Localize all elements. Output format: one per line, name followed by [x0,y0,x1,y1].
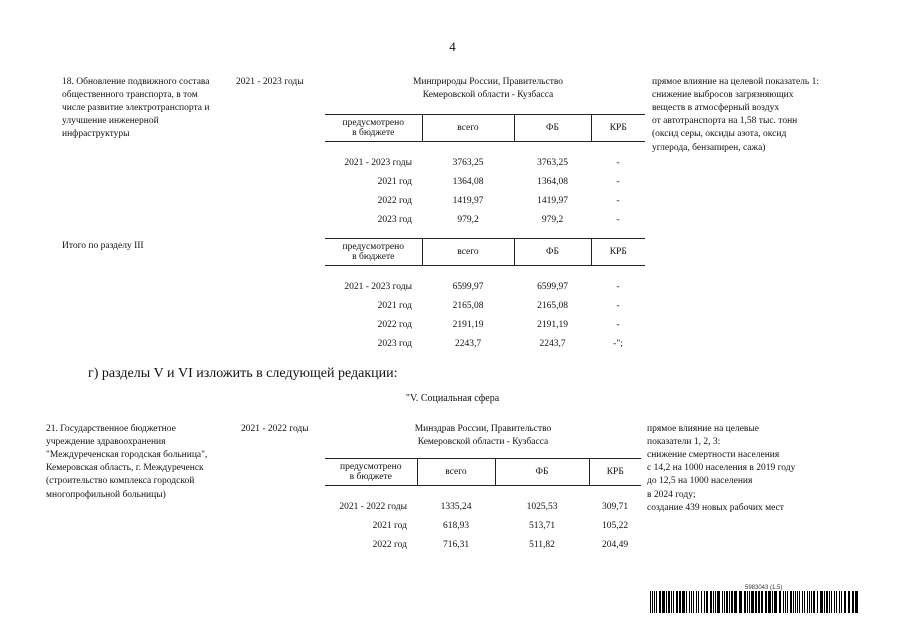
item18-executors [338,76,638,102]
cell-period: 2022 год [372,539,407,550]
cell-krb: 309,71 [601,501,629,512]
page-number: 4 [449,39,456,54]
cell-period: 2021 год [372,520,407,531]
barcode-bar [855,591,858,613]
cell-total: 1335,24 [440,501,472,512]
item21-name-line: Кемеровская область, г. Междуреченск [46,463,204,474]
barcode-bar [787,591,788,613]
section5-title: "V. Социальная сфера [405,393,500,404]
cell-fb: 1025,53 [526,501,558,512]
cell-fb: 1364,08 [537,176,568,187]
finance-header-row [325,239,645,266]
cell-total: 3763,25 [452,157,484,168]
cell-total: 618,93 [442,520,470,531]
cell-krb: - [616,195,620,206]
item18-name-line: 18. Обновление подвижного состава [62,77,210,87]
item21-name-line: многопрофильной больницы) [46,489,166,500]
barcode-bar [656,591,657,613]
barcode-bar [785,591,786,613]
finance-row [325,498,641,517]
barcode-bar [765,591,767,613]
header-total: всего [422,239,514,266]
finance-header-row [325,115,645,142]
finance-row [325,211,645,230]
barcode-bar [779,591,781,613]
barcode-bar [650,591,651,613]
item21-effect-line: создание 439 новых рабочих мест [647,502,784,513]
header-budget: предусмотрено в бюджете [325,239,422,266]
cell-period: 2023 год [377,338,412,349]
barcode-number: 5983043 (1.5) [745,585,783,591]
barcode-bar [686,591,687,613]
barcode-bar [799,591,800,613]
item21-effect-line: с 14,2 на 1000 населения в 2019 году [647,463,796,474]
cell-total: 2191,19 [452,319,484,330]
barcode-bar [829,591,830,613]
item18-name-line: улучшение инженерной [62,116,159,127]
item21-name-line: 21. Государственное бюджетное [46,424,176,434]
cell-krb: - [616,319,620,330]
barcode-bar [693,591,694,613]
barcode-bar [824,591,825,613]
barcode-icon [650,591,860,613]
item21-effect [647,423,857,515]
cell-krb: - [616,157,620,168]
cell-krb: - [616,214,620,225]
cell-total: 1364,08 [452,176,484,187]
item21-name-line: учреждение здравоохранения [46,437,166,448]
cell-fb: 3763,25 [537,157,568,168]
cell-fb: 511,82 [529,539,555,550]
item18-executor-line: Кемеровской области - Кузбасса [422,90,554,101]
item18-effect-line: веществ в атмосферный воздух [652,103,780,114]
barcode-bar [671,591,672,613]
cell-total: 6599,97 [452,281,484,292]
cell-total: 2165,08 [452,300,484,311]
cell-fb: 2191,19 [537,319,568,330]
header-budget: предусмотрено в бюджете [325,115,422,142]
finance-row [325,316,645,335]
barcode-bar [749,591,750,613]
barcode-bar [817,591,818,613]
barcode-bar [724,591,725,613]
barcode-bar [682,591,685,613]
barcode-bar [813,591,815,613]
item18-name-line: числе развитие электротранспорта и [62,103,210,114]
barcode-bar [761,591,763,613]
item18-effect-line: (оксид серы, оксиды азота, оксид [652,129,787,140]
barcode-bar [679,591,681,613]
barcode-bar [768,591,771,613]
barcode-bar [739,591,742,613]
barcode-bar [774,591,777,613]
cell-krb: 204,49 [601,539,629,550]
barcode-bar [731,591,733,613]
cell-krb: 105,22 [601,520,629,531]
cell-period: 2023 год [377,214,412,225]
cell-krb: - [616,281,620,292]
cell-krb: -"; [613,338,623,349]
cell-fb: 979,2 [541,214,564,225]
paragraph-g: г) разделы V и VI изложить в следующей редакции: [88,366,398,381]
barcode-bar [668,591,670,613]
header-krb: КРБ [589,459,641,486]
cell-fb: 2243,7 [539,338,566,349]
item21-effect-line: прямое влияние на целевые [647,424,760,434]
barcode-bar [848,591,850,613]
total3-finance-table [325,238,645,354]
cell-total: 716,31 [442,539,470,550]
item21-period: 2021 - 2022 годы [241,424,309,434]
item21-effect-line: до 12,5 на 1000 населения [647,476,753,487]
barcode-bar [744,591,746,613]
barcode-bar [795,591,796,613]
total3-label: Итого по разделу III [62,241,144,251]
barcode-bar [841,591,842,613]
cell-period: 2021 - 2023 годы [344,281,412,292]
barcode-bar [809,591,810,613]
item21-executors [333,423,633,449]
barcode-bar [696,591,697,613]
item18-effect-line: углерода, бензапирен, сажа) [652,142,766,153]
item18-effect-line: от автотранспорта на 1,58 тыс. тонн [652,116,798,127]
barcode-bar [844,591,846,613]
item21-executor-line: Минздрав России, Правительство [414,424,552,434]
cell-period: 2021 - 2022 годы [339,501,407,512]
header-krb: КРБ [591,115,645,142]
item21-effect-line: снижение смертности населения [647,450,780,461]
item21-name [46,423,226,502]
item21-effect-line: показатели 1, 2, 3: [647,437,721,448]
item18-effect [652,76,862,155]
barcode-bar [710,591,712,613]
barcode-bar [717,591,720,613]
barcode-bar [831,591,832,613]
cell-total: 979,2 [457,214,479,225]
header-total: всего [417,459,495,486]
item21-effect-line: в 2024 году; [647,489,696,500]
header-fb: ФБ [514,239,591,266]
finance-row [325,173,645,192]
header-total: всего [422,115,514,142]
barcode-bar [852,591,854,613]
barcode-bar [676,591,678,613]
barcode-bar [691,591,692,613]
cell-krb: - [616,176,620,187]
barcode-bar [772,591,773,613]
item18-finance-table [325,114,645,230]
barcode-bar [783,591,784,613]
barcode-bar [726,591,728,613]
cell-total: 2243,7 [454,338,482,349]
item21-name-line: (строительство комплекса городской [46,476,195,487]
barcode-bar [790,591,792,613]
barcode-bar [734,591,737,613]
cell-period: 2021 год [377,176,412,187]
barcode-bar [704,591,705,613]
finance-row [325,192,645,211]
item18-effect-line: снижение выбросов загрязняющих [652,90,794,101]
item18-effect-line: прямое влияние на целевой показатель 1: [652,77,820,87]
cell-fb: 513,71 [528,520,556,531]
header-krb: КРБ [591,239,645,266]
barcode-bar [698,591,699,613]
header-budget: предусмотрено в бюджете [325,459,417,486]
finance-row [325,335,645,354]
barcode-bar [802,591,803,613]
cell-krb: - [616,300,620,311]
barcode-bar [826,591,828,613]
finance-header-row [325,459,641,486]
item18-period: 2021 - 2023 годы [236,77,304,87]
barcode-bar [666,591,667,613]
finance-row [325,517,641,536]
barcode-bar [820,591,823,613]
item18-name [62,76,242,142]
finance-row [325,154,645,173]
item21-finance-table [325,458,641,555]
barcode-bar [659,591,661,613]
barcode-bar [729,591,730,613]
barcode-bar [652,591,653,613]
barcode-bar [793,591,794,613]
item21-name-line: "Междуреченская городская больница", [46,450,208,461]
barcode-bar [836,591,837,613]
item18-name-line: инфраструктуры [62,129,130,140]
header-fb: ФБ [495,459,589,486]
barcode-bar [811,591,812,613]
barcode-bar [807,591,808,613]
cell-period: 2021 - 2023 годы [344,157,412,168]
barcode-bar [804,591,805,613]
barcode-bar [715,591,716,613]
finance-row [325,278,645,297]
finance-row [325,536,641,555]
header-fb: ФБ [514,115,591,142]
barcode-bar [654,591,655,613]
finance-row [325,297,645,316]
cell-period: 2022 год [377,319,412,330]
cell-total: 1419,97 [452,195,484,206]
item18-name-line: общественного транспорта, в том [62,90,198,101]
item21-executor-line: Кемеровской области - Кузбасса [417,437,549,448]
barcode-bar [747,591,748,613]
item18-executor-line: Минприроды России, Правительство [412,77,564,87]
barcode-bar [751,591,754,613]
barcode-bar [839,591,840,613]
barcode-bar [701,591,702,613]
barcode-bar [797,591,798,613]
cell-fb: 1419,97 [537,195,568,206]
barcode-bar [689,591,690,613]
cell-period: 2021 год [377,300,412,311]
barcode-bar [834,591,835,613]
cell-period: 2022 год [377,195,412,206]
barcode-bar [706,591,708,613]
barcode-bar [713,591,714,613]
barcode-bar [722,591,723,613]
barcode-bar [758,591,760,613]
barcode-bar [755,591,757,613]
cell-fb: 2165,08 [537,300,568,311]
cell-fb: 6599,97 [537,281,568,292]
barcode-bar [662,591,665,613]
barcode-bar [673,591,674,613]
